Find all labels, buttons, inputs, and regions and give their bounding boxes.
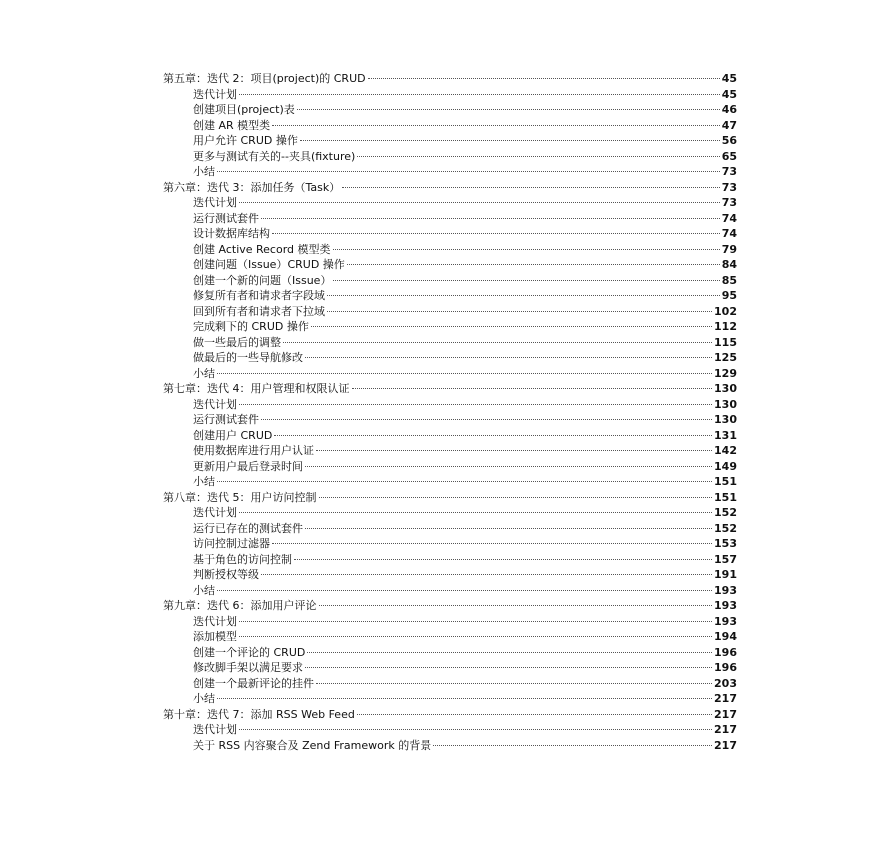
toc-entry-page-number: 129 [714, 366, 737, 380]
toc-entry-title: 运行已存在的测试套件 [193, 521, 303, 535]
dot-leader [357, 156, 719, 157]
toc-entry-title: 创建一个新的问题（Issue） [193, 273, 332, 287]
toc-entry-page-number: 152 [714, 521, 737, 535]
toc-section-entry[interactable] [163, 335, 737, 351]
toc-section-entry[interactable] [163, 722, 737, 738]
toc-entry-title: 用户允许 CRUD 操作 [193, 134, 298, 147]
toc-entry-title: 迭代计划 [193, 87, 237, 101]
toc-entry-title: 基于角色的访问控制 [193, 552, 292, 566]
toc-entry-title: 运行测试套件 [193, 211, 259, 225]
toc-entry-title: 创建用户 CRUD [193, 428, 273, 442]
toc-entry-page-number: 125 [714, 351, 737, 364]
toc-section-entry[interactable] [163, 133, 737, 149]
toc-entry-title: 第五章：迭代 2：项目(project)的 CRUD [163, 72, 366, 85]
dot-leader [283, 342, 712, 343]
toc-entry-page-number: 217 [714, 738, 737, 752]
toc-entry-page-number: 193 [714, 583, 737, 597]
dot-leader [272, 543, 712, 544]
toc-entry-title: 创建问题（Issue）CRUD 操作 [193, 258, 345, 271]
dot-leader [357, 714, 712, 715]
toc-entry-title: 判断授权等级 [193, 568, 259, 581]
toc-entry-title: 添加模型 [193, 630, 237, 643]
toc-entry-page-number: 151 [714, 490, 737, 504]
toc-section-entry[interactable] [163, 645, 737, 661]
toc-entry-title: 创建项目(project)表 [193, 103, 295, 116]
toc-entry-page-number: 130 [714, 397, 737, 411]
toc-section-entry[interactable] [163, 676, 737, 692]
dot-leader [319, 497, 713, 498]
toc-chapter-entry[interactable] [163, 180, 737, 196]
dot-leader [433, 745, 712, 746]
toc-entry-page-number: 142 [714, 444, 737, 457]
toc-entry-title: 迭代计划 [193, 614, 237, 628]
dot-leader [239, 202, 720, 203]
toc-entry-title: 回到所有者和请求者下拉域 [193, 304, 325, 318]
dot-leader [327, 311, 712, 312]
toc-section-entry[interactable] [163, 474, 737, 490]
toc-section-entry[interactable] [163, 288, 737, 304]
toc-entry-title: 创建一个评论的 CRUD [193, 645, 306, 659]
toc-chapter-entry[interactable] [163, 71, 737, 87]
toc-entry-page-number: 130 [714, 382, 737, 395]
toc-entry-page-number: 73 [721, 165, 737, 178]
toc-section-entry[interactable] [163, 443, 737, 459]
dot-leader [297, 109, 720, 110]
toc-entry-title: 更多与测试有关的--夹具(fixture) [193, 149, 356, 163]
toc-section-entry[interactable] [163, 505, 737, 521]
toc-chapter-entry[interactable] [163, 381, 737, 397]
toc-entry-page-number: 46 [721, 103, 737, 116]
toc-section-entry[interactable] [163, 195, 737, 211]
toc-section-entry[interactable] [163, 691, 737, 707]
toc-entry-title: 迭代计划 [193, 196, 237, 209]
toc-entry-page-number: 45 [721, 87, 737, 101]
toc-chapter-entry[interactable] [163, 707, 737, 723]
toc-entry-page-number: 85 [721, 273, 737, 287]
dot-leader [217, 481, 712, 482]
dot-leader [261, 218, 720, 219]
toc-entry-title: 迭代计划 [193, 506, 237, 519]
dot-leader [239, 404, 712, 405]
toc-entry-page-number: 194 [714, 630, 737, 643]
dot-leader [333, 249, 720, 250]
toc-entry-page-number: 56 [721, 134, 737, 147]
toc-entry-page-number: 79 [721, 242, 737, 256]
dot-leader [316, 683, 712, 684]
toc-section-entry[interactable] [163, 521, 737, 537]
toc-entry-title: 第八章：迭代 5：用户访问控制 [163, 490, 317, 504]
toc-section-entry[interactable] [163, 428, 737, 444]
toc-entry-page-number: 102 [714, 304, 737, 318]
toc-entry-page-number: 196 [714, 645, 737, 659]
toc-section-entry[interactable] [163, 536, 737, 552]
toc-entry-page-number: 112 [714, 320, 737, 333]
dot-leader [272, 233, 720, 234]
toc-section-entry[interactable] [163, 149, 737, 165]
toc-section-entry[interactable] [163, 211, 737, 227]
dot-leader [305, 466, 712, 467]
toc-entry-page-number: 95 [721, 289, 737, 302]
toc-entry-title: 更新用户最后登录时间 [193, 459, 303, 473]
toc-entry-title: 小结 [193, 475, 215, 488]
dot-leader [239, 94, 720, 95]
toc-entry-page-number: 73 [721, 196, 737, 209]
toc-entry-title: 运行测试套件 [193, 413, 259, 426]
toc-entry-page-number: 131 [714, 428, 737, 442]
dot-leader [307, 652, 712, 653]
toc-section-entry[interactable] [163, 660, 737, 676]
toc-entry-page-number: 196 [714, 661, 737, 674]
toc-entry-page-number: 149 [714, 459, 737, 473]
toc-section-entry[interactable] [163, 366, 737, 382]
toc-section-entry[interactable] [163, 102, 737, 118]
toc-entry-page-number: 193 [714, 599, 737, 612]
toc-entry-title: 修复所有者和请求者字段域 [193, 289, 325, 302]
toc-entry-title: 小结 [193, 366, 215, 380]
toc-entry-page-number: 74 [721, 227, 737, 240]
toc-entry-title: 设计数据库结构 [193, 227, 270, 240]
dot-leader [305, 667, 712, 668]
toc-entry-title: 创建 Active Record 模型类 [193, 242, 331, 256]
toc-section-entry[interactable] [163, 738, 737, 754]
toc-section-entry[interactable] [163, 304, 737, 320]
toc-entry-title: 做最后的一些导航修改 [193, 351, 303, 364]
toc-section-entry[interactable] [163, 164, 737, 180]
toc-entry-page-number: 65 [721, 149, 737, 163]
dot-leader [294, 559, 712, 560]
toc-entry-title: 小结 [193, 583, 215, 597]
toc-chapter-entry[interactable] [163, 490, 737, 506]
toc-entry-page-number: 157 [714, 552, 737, 566]
dot-leader [274, 435, 712, 436]
toc-section-entry[interactable] [163, 397, 737, 413]
toc-entry-page-number: 45 [721, 72, 737, 85]
toc-section-entry[interactable] [163, 583, 737, 599]
toc-section-entry[interactable] [163, 350, 737, 366]
dot-leader [368, 78, 720, 79]
dot-leader [319, 605, 713, 606]
toc-entry-page-number: 152 [714, 506, 737, 519]
toc-section-entry[interactable] [163, 273, 737, 289]
toc-entry-title: 小结 [193, 165, 215, 178]
toc-section-entry[interactable] [163, 257, 737, 273]
toc-entry-page-number: 191 [714, 568, 737, 581]
toc-entry-page-number: 217 [714, 723, 737, 736]
toc-entry-title: 创建一个最新评论的挂件 [193, 676, 314, 690]
toc-entry-title: 做一些最后的调整 [193, 335, 281, 349]
toc-entry-title: 访问控制过滤器 [193, 537, 270, 550]
toc-section-entry[interactable] [163, 118, 737, 134]
toc-entry-title: 关于 RSS 内容聚合及 Zend Framework 的背景 [193, 738, 432, 752]
dot-leader [239, 636, 712, 637]
toc-section-entry[interactable] [163, 319, 737, 335]
toc-entry-page-number: 217 [714, 707, 737, 721]
toc-entry-title: 迭代计划 [193, 397, 237, 411]
toc-section-entry[interactable] [163, 567, 737, 583]
dot-leader [316, 450, 712, 451]
toc-section-entry[interactable] [163, 87, 737, 103]
dot-leader [217, 590, 712, 591]
toc-entry-page-number: 151 [714, 475, 737, 488]
toc-entry-title: 第七章：迭代 4：用户管理和权限认证 [163, 382, 350, 395]
dot-leader [311, 326, 712, 327]
toc-section-entry[interactable] [163, 552, 737, 568]
toc-entry-title: 第六章：迭代 3：添加任务（Task） [163, 180, 341, 194]
toc-entry-title: 小结 [193, 692, 215, 705]
dot-leader [327, 295, 720, 296]
dot-leader [217, 698, 712, 699]
toc-entry-page-number: 193 [714, 614, 737, 628]
toc-entry-title: 完成剩下的 CRUD 操作 [193, 320, 309, 333]
toc-section-entry[interactable] [163, 614, 737, 630]
dot-leader [239, 621, 712, 622]
dot-leader [261, 419, 712, 420]
toc-entry-title: 第九章：迭代 6：添加用户评论 [163, 599, 317, 612]
toc-entry-title: 使用数据库进行用户认证 [193, 444, 314, 457]
toc-entry-title: 修改脚手架以满足要求 [193, 661, 303, 674]
toc-entry-page-number: 84 [721, 258, 737, 271]
dot-leader [217, 171, 720, 172]
toc-entry-title: 迭代计划 [193, 723, 237, 736]
dot-leader [239, 729, 712, 730]
dot-leader [305, 357, 712, 358]
toc-entry-page-number: 203 [714, 676, 737, 690]
dot-leader [217, 373, 712, 374]
toc-section-entry[interactable] [163, 459, 737, 475]
toc-section-entry[interactable] [163, 629, 737, 645]
toc-section-entry[interactable] [163, 412, 737, 428]
toc-chapter-entry[interactable] [163, 598, 737, 614]
dot-leader [352, 388, 713, 389]
dot-leader [342, 187, 719, 188]
toc-entry-page-number: 217 [714, 692, 737, 705]
dot-leader [333, 280, 719, 281]
toc-entry-page-number: 153 [714, 537, 737, 550]
dot-leader [300, 140, 720, 141]
dot-leader [272, 125, 720, 126]
dot-leader [305, 528, 712, 529]
toc-entry-page-number: 47 [721, 118, 737, 132]
toc-entry-title: 第十章：迭代 7：添加 RSS Web Feed [163, 707, 355, 721]
dot-leader [239, 512, 712, 513]
toc-section-entry[interactable] [163, 226, 737, 242]
toc-entry-title: 创建 AR 模型类 [193, 118, 271, 132]
toc-entry-page-number: 115 [714, 335, 737, 349]
toc-section-entry[interactable] [163, 242, 737, 258]
toc-entry-page-number: 73 [721, 180, 737, 194]
table-of-contents [163, 71, 737, 753]
dot-leader [261, 574, 712, 575]
dot-leader [347, 264, 720, 265]
toc-entry-page-number: 130 [714, 413, 737, 426]
toc-entry-page-number: 74 [721, 211, 737, 225]
